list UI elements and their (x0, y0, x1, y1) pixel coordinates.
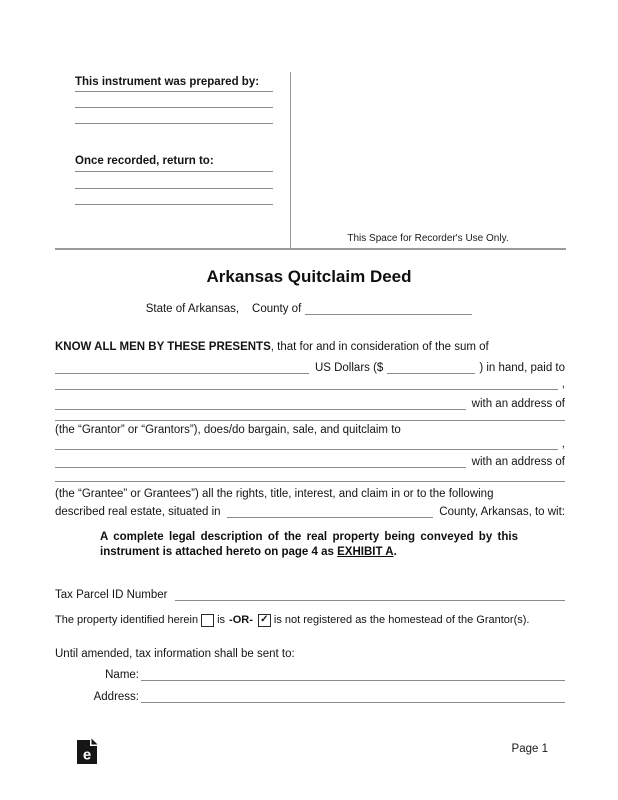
checkmark-icon: ✓ (260, 614, 269, 625)
exhibit-period: . (393, 545, 397, 558)
homestead-suffix-text: is not registered as the homestead of the Grantor(s). (273, 614, 530, 626)
grantor-name-row (55, 375, 565, 390)
legal-description-line2 (100, 545, 518, 560)
return-to-label: Once recorded, return to: (75, 155, 214, 167)
recorder-box-bottom-border (55, 248, 566, 250)
sum-amount-blank[interactable] (387, 360, 475, 374)
jurisdiction-line (0, 300, 618, 315)
sum-row (55, 359, 565, 374)
situated-prefix-text: described real estate, situated in (55, 506, 221, 518)
legal-description-line1: A complete legal description of the real property being conveyed by this (100, 531, 518, 543)
grantee-clause-text: (the “Grantee” or Grantees”) all the rights, title, interest, and claim in or to the following (55, 488, 494, 500)
recorder-box-divider (290, 72, 291, 250)
grantee-name-blank[interactable] (55, 436, 558, 450)
tax-parcel-row (55, 586, 565, 601)
return-to-line-1[interactable] (75, 171, 273, 172)
in-hand-label: ) in hand, paid to (479, 362, 565, 374)
name-label: Name: (105, 669, 139, 681)
grantor-address-blank[interactable] (55, 396, 466, 410)
tax-info-name-row (55, 666, 565, 681)
grantor-address-blank-2[interactable] (55, 420, 565, 421)
name-blank[interactable] (141, 667, 565, 681)
legal-description-notice (100, 530, 518, 559)
tax-parcel-blank[interactable] (175, 587, 565, 601)
grantee-name-row (55, 435, 565, 450)
legal-description-line2-prefix: instrument is attached hereto on page 4 as (100, 545, 334, 558)
document-title: Arkansas Quitclaim Deed (206, 267, 412, 286)
tax-info-intro-text: Until amended, tax information shall be sent to: (55, 648, 295, 660)
situated-county-blank[interactable] (227, 504, 434, 518)
grantor-address-of-label: with an address of (471, 398, 565, 410)
comma-text: , (561, 378, 565, 390)
presents-bold-text: KNOW ALL MEN BY THESE PRESENTS (55, 341, 271, 353)
prepared-by-line-2[interactable] (75, 107, 273, 108)
return-to-line-3[interactable] (75, 204, 273, 205)
tax-parcel-label: Tax Parcel ID Number (55, 589, 168, 601)
comma-text-2: , (561, 438, 565, 450)
grantor-address-row (55, 395, 565, 410)
grantee-address-row (55, 453, 565, 468)
prepared-by-line-3[interactable] (75, 123, 273, 124)
grantee-address-blank[interactable] (55, 454, 466, 468)
homestead-prefix-text: The property identified herein (55, 614, 199, 626)
county-of-label: County of (252, 303, 302, 315)
eforms-logo-icon (76, 738, 98, 768)
page-number: Page 1 (511, 743, 548, 755)
prepared-by-label: This instrument was prepared by: (75, 76, 260, 88)
return-to-line-2[interactable] (75, 188, 273, 189)
grantor-name-blank[interactable] (55, 376, 558, 390)
address-label: Address: (93, 691, 139, 703)
situated-suffix-text: County, Arkansas, to wit: (439, 506, 565, 518)
us-dollars-label: US Dollars ($ (314, 362, 384, 374)
tax-info-address-row (55, 688, 565, 703)
grantor-clause-text: (the “Grantor” or “Grantors”), does/do bargain, sale, and quitclaim to (55, 424, 401, 436)
grantee-address-of-label: with an address of (471, 456, 565, 468)
is-label: is (217, 614, 226, 626)
sum-words-blank[interactable] (55, 360, 309, 374)
presents-line (55, 341, 565, 353)
svg-text:e: e (82, 746, 92, 764)
or-label: -OR- (229, 614, 253, 626)
is-checkbox[interactable] (201, 614, 214, 627)
homestead-row (55, 612, 575, 628)
is-not-checkbox[interactable] (258, 614, 271, 627)
recorder-space-note: This Space for Recorder's Use Only. (347, 233, 509, 244)
situated-row (55, 503, 565, 518)
address-blank[interactable] (141, 689, 565, 703)
grantee-address-blank-2[interactable] (55, 481, 565, 482)
presents-rest-text: , that for and in consideration of the sum of (270, 341, 489, 353)
prepared-by-line-1[interactable] (75, 91, 273, 92)
county-blank[interactable] (305, 301, 472, 315)
state-text: State of Arkansas, (145, 303, 240, 315)
exhibit-a-reference: EXHIBIT A (337, 545, 394, 558)
